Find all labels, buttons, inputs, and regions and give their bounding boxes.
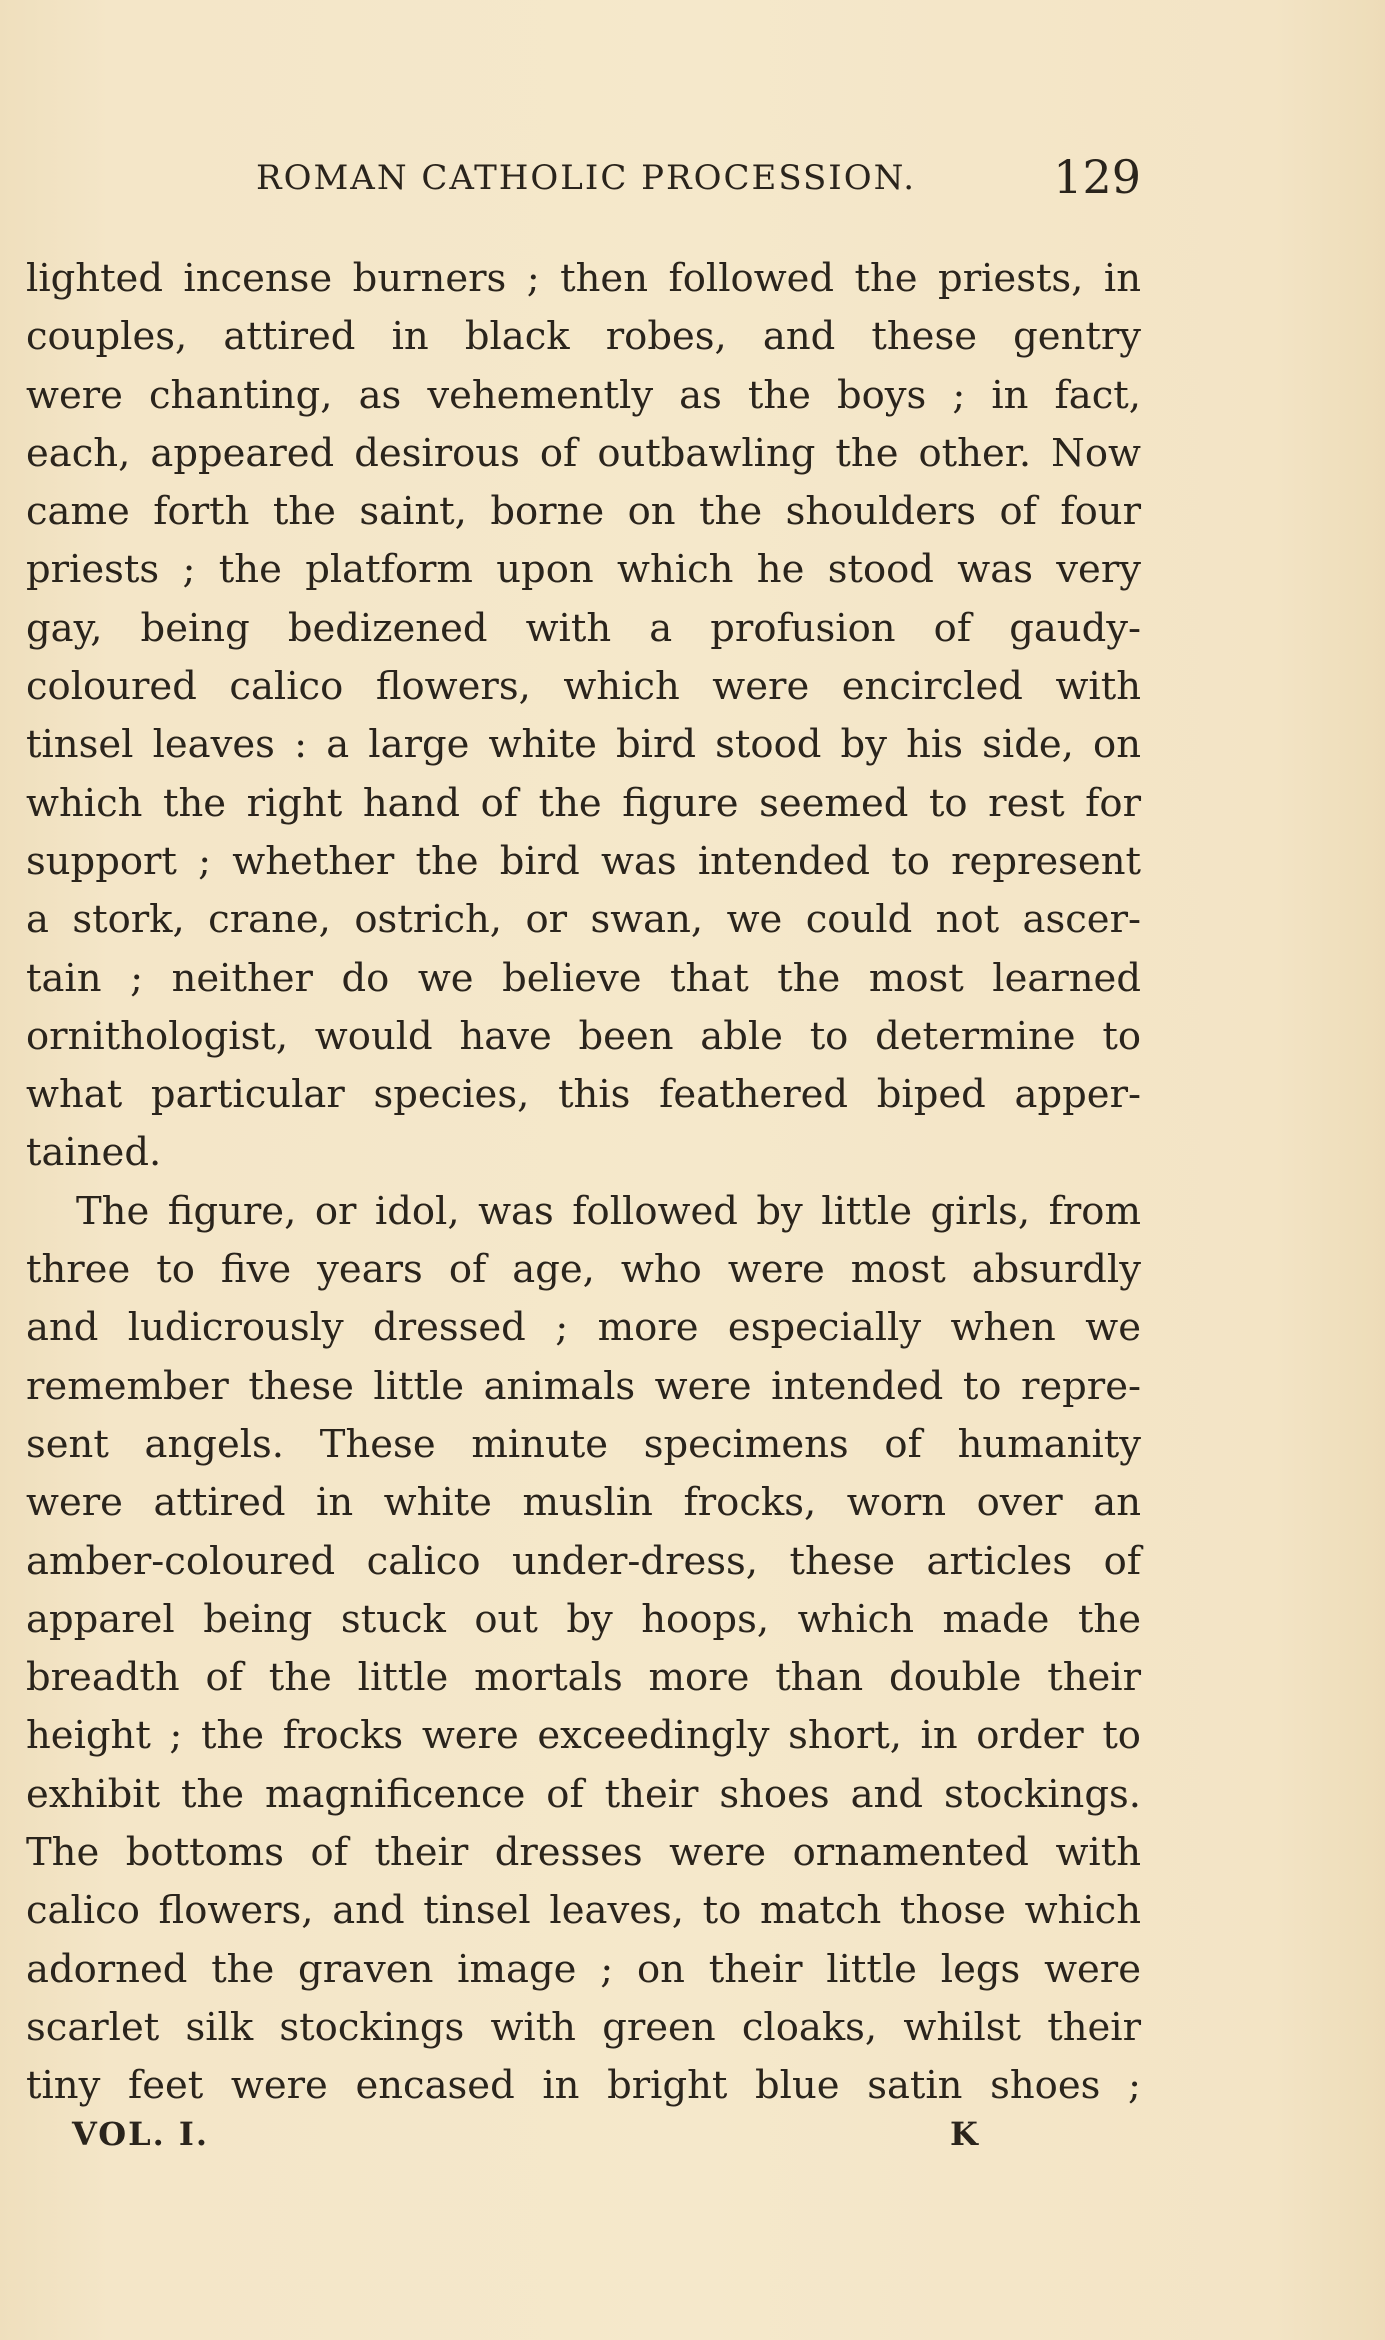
body-text bbox=[26, 250, 1141, 2116]
text-line: and ludicrously dressed ; more especially when we bbox=[26, 1305, 1141, 1351]
text-line: scarlet silk stockings with green cloaks, whilst their bbox=[26, 2004, 1141, 2050]
text-line: remember these little animals were intended to repre- bbox=[26, 1363, 1141, 1409]
text-line: exhibit the magnificence of their shoes and stockings. bbox=[26, 1771, 1141, 1817]
text-line: came forth the saint, borne on the shoulders of four bbox=[26, 489, 1141, 535]
text-line: tinsel leaves : a large white bird stood by his side, on bbox=[26, 722, 1141, 768]
text-line: height ; the frocks were exceedingly short, in order to bbox=[26, 1713, 1141, 1759]
text-line: three to five years of age, who were most absurdly bbox=[26, 1247, 1141, 1293]
text-line: amber-coloured calico under-dress, these articles of bbox=[26, 1538, 1141, 1584]
text-line: couples, attired in black robes, and these gentry bbox=[26, 314, 1141, 360]
running-title: ROMAN CATHOLIC PROCESSION. bbox=[256, 158, 916, 198]
page-footer bbox=[26, 2115, 1141, 2165]
volume-signature: VOL. I. bbox=[72, 2115, 210, 2153]
page-number: 129 bbox=[1053, 150, 1141, 204]
text-line: breadth of the little mortals more than double their bbox=[26, 1655, 1141, 1701]
text-line: tain ; neither do we believe that the most learned bbox=[26, 955, 1141, 1001]
gathering-mark: K bbox=[950, 2115, 978, 2153]
text-line: calico flowers, and tinsel leaves, to match those which bbox=[26, 1888, 1141, 1934]
paragraph-1 bbox=[26, 250, 1141, 1183]
text-line: The bottoms of their dresses were ornamented with bbox=[26, 1830, 1141, 1876]
text-line: support ; whether the bird was intended to represent bbox=[26, 838, 1141, 884]
text-line: apparel being stuck out by hoops, which made the bbox=[26, 1596, 1141, 1642]
text-line: sent angels. These minute specimens of humanity bbox=[26, 1421, 1141, 1467]
text-line: gay, being bedizened with a profusion of gaudy- bbox=[26, 605, 1141, 651]
text-line: were attired in white muslin frocks, worn over an bbox=[26, 1480, 1141, 1526]
text-line: coloured calico flowers, which were encircled with bbox=[26, 664, 1141, 710]
text-line: priests ; the platform upon which he stood was very bbox=[26, 547, 1141, 593]
text-line: were chanting, as vehemently as the boys ; in fact, bbox=[26, 372, 1141, 418]
text-line: what particular species, this feathered biped apper- bbox=[26, 1072, 1141, 1118]
text-line: The figure, or idol, was followed by little girls, from bbox=[76, 1188, 1141, 1234]
text-line: tained. bbox=[26, 1130, 162, 1176]
text-line: lighted incense burners ; then followed the priests, in bbox=[26, 256, 1141, 301]
paragraph-2 bbox=[26, 1183, 1141, 2116]
text-line: each, appeared desirous of outbawling the other. Now bbox=[26, 430, 1141, 476]
text-line: tiny feet were encased in bright blue satin shoes ; bbox=[26, 2063, 1141, 2109]
text-line: which the right hand of the figure seemed to rest for bbox=[26, 780, 1141, 826]
page-header bbox=[26, 150, 1141, 210]
text-line: adorned the graven image ; on their little legs were bbox=[26, 1946, 1141, 1992]
text-line: ornithologist, would have been able to determine to bbox=[26, 1013, 1141, 1059]
text-line: a stork, crane, ostrich, or swan, we could not ascer- bbox=[26, 897, 1141, 943]
